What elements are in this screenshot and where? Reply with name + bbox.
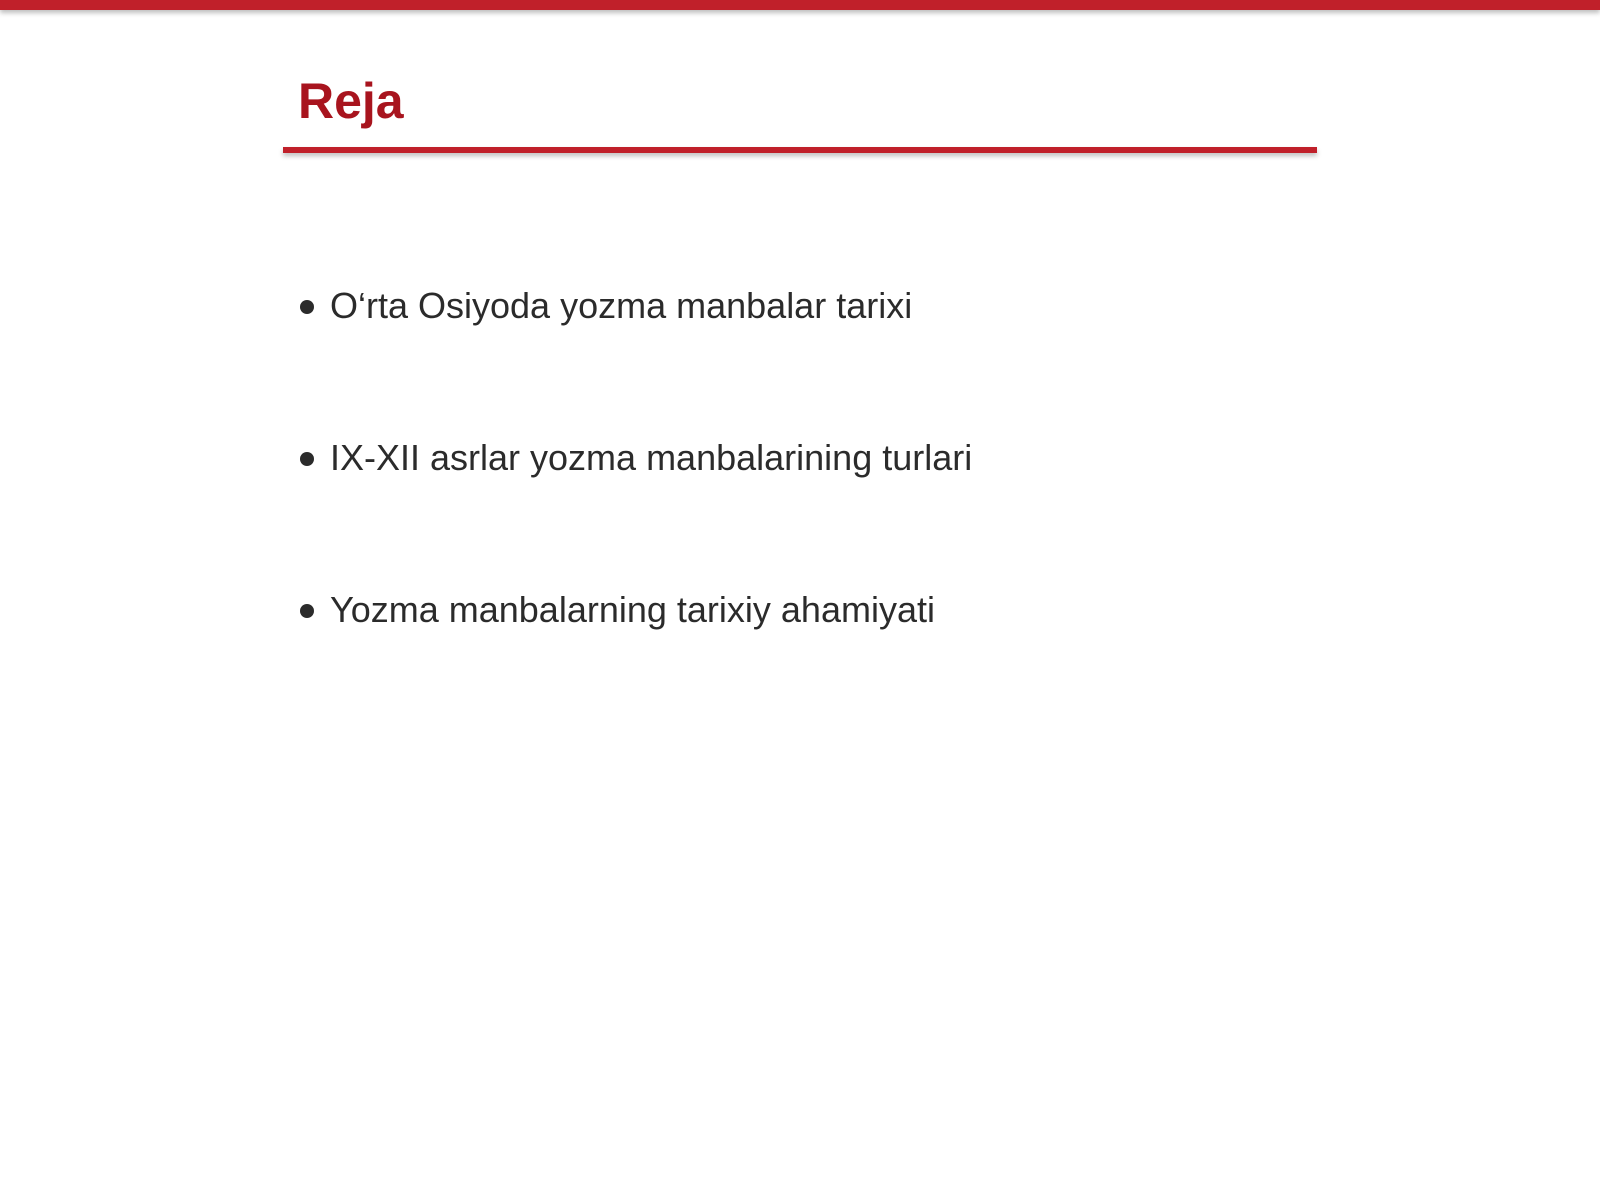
slide-title: Reja [298,73,404,129]
bullet-text: O‘rta Osiyoda yozma manbalar tarixi [330,285,913,326]
top-accent-bar [0,0,1600,10]
list-item [298,580,972,732]
list-item [298,276,972,428]
bullet-icon [300,300,314,314]
title-underline [283,147,1317,153]
list-item [298,428,972,580]
bullet-icon [300,452,314,466]
bullet-icon [300,604,314,618]
bullet-text: Yozma manbalarning tarixiy ahamiyati [330,589,935,630]
bullet-text: IX-XII asrlar yozma manbalarining turlari [330,437,973,478]
bullet-list [298,276,972,732]
